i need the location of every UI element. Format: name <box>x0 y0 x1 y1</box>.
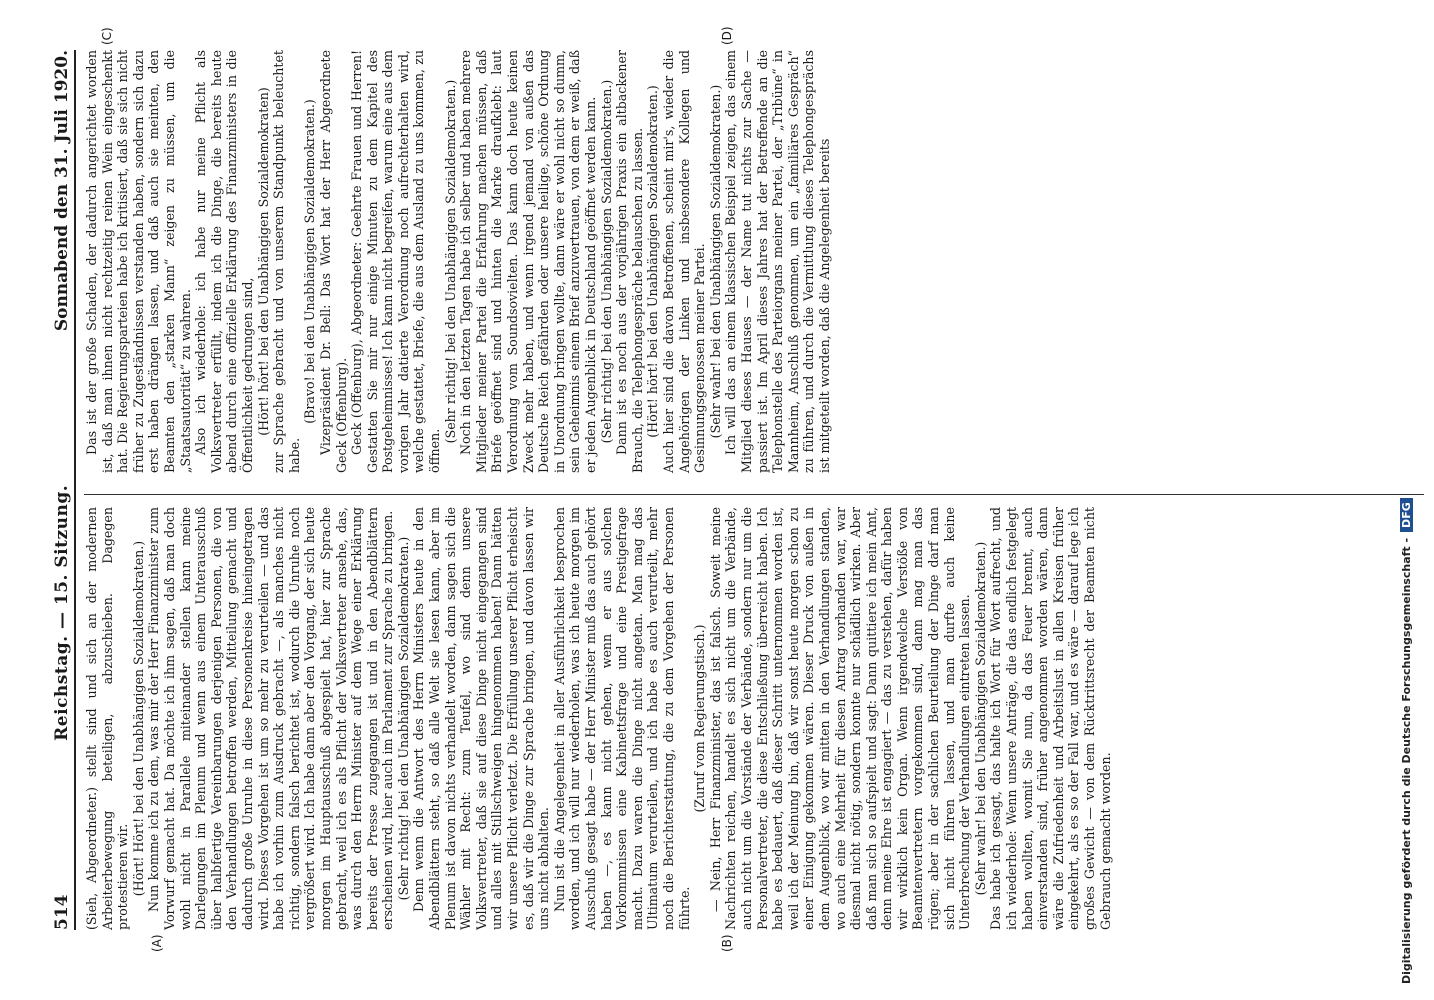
page-number: 514 <box>52 894 72 930</box>
interjection: (Hört! Hört! bei den Unabhängigen Sozialdemokraten.) <box>130 540 146 897</box>
interjection: (Bravo! bei den Unabhängigen Sozialdemokraten.) <box>302 99 318 424</box>
margin-mark-c: (C) <box>100 27 114 45</box>
paragraph: Also ich wiederhole: ich habe nur meine Pflicht als Volksvertreter erfüllt, indem ich die Dinge, die bereits heute abend durch eine offizielle Erklärung des Finanzministers in die Öffentlichkeit gedrungen sind, <box>193 50 255 473</box>
interjection: (Sehr wahr! bei den Unabhängigen Sozialdemokraten.) <box>707 84 723 439</box>
paragraph: Geck (Offenburg), Abgeordneter: Geehrte Frauen und Herren! Gestatten Sie mir nur einige Minuten zu dem Kapitel des Postgeheimnisses! Ich kann nicht begreifen, warum eine aus dem vorigen Jahr datierte Verordnung noch aufrechterhalten wird, welche gestattet, Briefe, die aus dem Ausland zu uns kommen, zu öffnen. <box>349 50 443 473</box>
paragraph: Nun komme ich zu dem, was mir der Herr Finanzminister zum Vorwurf gemacht hat. Da möchte ich ihm sagen, daß man doch wohl nicht in Parallele miteinander stellen kann meine Darlegungen im Plenum und wenn aus einem Unterausschuß über halbfertige Vereinbarungen derjenigen Personen, die von den Verhandlungen betroffen werden, Mitteilung gemacht und dadurch große Unruhe in diese Personenkreise hineingetragen wird. Dieses Vorgehen ist um so mehr zu verurteilen — und das habe ich vorhin zum Ausdruck gebracht —, als manches nicht richtig, sondern falsch berichtet ist, wodurch die Unruhe noch vergrößert wird. Ich habe dann aber den Vorgang, der sich heute morgen im Hauptausschuß abgespielt hat, hier zur Sprache gebracht, weil ich es als Pflicht der Volksvertreter ansehe, das, was durch den Herrn Minister auf dem Wege einer Erklärung bereits der Presse zugegangen ist und in den Abendblättern erscheinen wird, hier auch im Parlament zur Sprache zu bringen. <box>146 507 396 930</box>
interjection: (Hört! hört! bei den Unabhängigen Sozialdemokraten.) <box>645 85 661 438</box>
session-date: Sonnabend den 31. Juli 1920. <box>52 50 72 332</box>
margin-mark-b: (B) <box>720 934 734 952</box>
interjection: (Sehr richtig! bei den Unabhängigen Sozialdemokraten.) <box>442 79 458 444</box>
session-title: Reichstag. — 15. Sitzung. <box>52 484 72 741</box>
margin-mark-a: (A) <box>150 934 164 952</box>
paragraph: Ich will das an einem klassischen Beispiel zeigen, das einem Mitglied dieses Hauses — der Name tut nichts zur Sache — passiert ist. Im April dieses Jahres hat der Betreffende an die Telephonstelle des Parteiorgans meiner Partei, der „Tribüne“ in Mannheim, Anschluß genommen, um ein „familiäres Gespräch“ zu führen, und durch die Vermittlung dieses Telephongesprächs ist mitgeteilt worden, daß die Angelegenheit bereits <box>723 50 832 473</box>
credit-text: Digitalisierung gefördert durch die Deutsche Forschungsgemeinschaft - <box>1400 537 1413 984</box>
paragraph: (Sieh, Abgeordneter.) stellt sind und sich an der modernen Arbeiterbewegung beteiligen, abzuschieben. Dagegen protestieren wir. <box>84 507 131 930</box>
paragraph: Das habe ich gesagt, das halte ich Wort für Wort aufrecht, und ich wiederhole: Wenn unsere Anträge, die das endlich festgelegt haben wollten, womit Sie nun, da das Feuer brennt, auch einverstanden sind, früher angenommen worden wären, dann wäre die Zufriedenheit und Arbeitslust in allen Kreisen früher eingekehrt, als es so der Fall war, und es wäre — darauf lege ich großes Gewicht — von dem Rücktrittsrecht der Beamten nicht Gebrauch gemacht worden. <box>988 507 1113 930</box>
paragraph: Das ist der große Schaden, der dadurch angerichtet worden ist, daß man ihnen nicht rechtzeitig reinen Wein eingeschenkt hat. Die Regierungsparteien habe ich kritisiert, daß sie sich nicht früher zu Zugeständnissen verstanden haben, sondern sich dazu erst haben drängen lassen, und daß auch sie meinten, den Beamten den „starken Mann“ zeigen zu müssen, um die „Staatsautorität“ zu wahren. <box>84 50 193 473</box>
interjection: (Sehr richtig! bei den Unabhängigen Sozialdemokraten.) <box>598 79 614 444</box>
interjection: (Sehr richtig! bei den Unabhängigen Sozialdemokraten.) <box>395 536 411 901</box>
digitization-credit <box>1400 498 1413 984</box>
interjection: (Zuruf vom Regierungstisch.) <box>692 624 708 813</box>
page-header <box>50 50 76 930</box>
paragraph: zur Sprache gebracht und von unserem Standpunkt beleuchtet habe. <box>271 50 302 473</box>
interjection: (Hört! hört! bei den Unabhängigen Sozialdemokraten) <box>255 87 271 436</box>
paragraph: Noch in den letzten Tagen habe ich selber und haben mehrere Mitglieder meiner Partei die Erfahrung machen müssen, daß Briefe geöffnet sind und hinten die Marke draufklebt: laut Verordnung vom Soundsovielten. Das kann doch heute keinen Zweck mehr haben, und wenn irgend jemand von außen das Deutsche Reich gefährden oder unsere heilige, schöne Ordnung in Unordnung bringen wollte, dann wäre er wohl nicht so dumm, sein Geheimnis einem Brief anzuvertrauen, von dem er weiß, daß er jeden Augenblick in Deutschland geöffnet werden kann. <box>458 50 598 473</box>
paragraph: Nun ist die Angelegenheit in aller Ausführlichkeit besprochen worden, und ich will nur wiederholen, was ich heute morgen im Ausschuß gesagt habe — der Herr Minister muß das auch gehört haben —, es kann nicht gehen, wenn er aus solchen Vorkommnissen eine Kabinettsfrage und eine Prestigefrage macht. Dazu waren die Dinge nicht angetan. Man mag das Ultimatum verurteilen, und ich habe es auch verurteilt, mehr noch die Berichterstattung, die zu dem Vorgehen der Personen führte. <box>551 507 692 930</box>
dfg-logo: DFG <box>1400 498 1413 532</box>
interjection: (Sehr wahr! bei den Unabhängigen Sozialdemokraten.) <box>972 541 988 896</box>
text-column-left <box>84 507 1113 930</box>
paragraph: Auch hier sind die davon Betroffenen, scheint mir's, wieder die Angehörigen der Linken und insbesondere Kollegen und Gesinnungsgenossen meiner Partei. <box>660 50 708 473</box>
text-column-right <box>84 50 833 473</box>
column-divider <box>84 494 1424 495</box>
paragraph: — Nein, Herr Finanzminister, das ist falsch. Soweit meine Nachrichten reichen, handelt es sich nicht um die Verbände, auch nicht um die Vorstände der Verbände, sondern nur um die Personalvertreter, die diese Entschließung überreicht haben. Ich habe es bedauert, daß dieser Schritt unternommen worden ist, weil ich der Meinung bin, daß wir sonst heute morgen schon zu einer Einigung gekommen wären. Dieser Druck von außen in dem Augenblick, wo wir mitten in den Verhandlungen standen, wo auch eine Mehrheit für diesen Antrag vorhanden war, war diesmal nicht nötig, sondern konnte nur schädlich wirken. Aber daß man sich so aufspielt und sagt: Dann quittiere ich mein Amt, denn meine Ehre ist engagiert — das zu verstehen, dafür haben wir wirklich kein Organ. Wenn irgendwelche Verstöße von Beamtenvertretern vorgekommen sind, dann mag man das rügen; aber in der sachlichen Beurteilung der Dinge darf man sich nicht führen lassen, und man durfte auch keine Unterbrechung der Verhandlungen eintreten lassen. <box>707 507 973 930</box>
margin-mark-d: (D) <box>720 26 734 45</box>
paragraph: Vizepräsident Dr. Bell: Das Wort hat der Herr Abgeordnete Geck (Offenburg). <box>317 50 349 473</box>
paragraph: Denn wenn die Antwort des Herrn Ministers heute in den Abendblättern steht, so daß alle Welt sie lesen kann, aber im Plenum ist davon nichts verhandelt worden, dann sagen sich die Wähler mit Recht: zum Teufel, wo sind denn unsere Volksvertreter, daß sie auf diese Dinge nicht eingegangen sind und alles mit Stillschweigen hingenommen haben! Dann hätten wir unsere Pflicht verletzt. Die Erfüllung unserer Pflicht erheischt es, daß wir die Dinge zur Sprache bringen, und davon lassen wir uns nicht abhalten. <box>411 507 552 930</box>
paragraph: Dann ist es noch aus der vorjährigen Praxis ein altbackener Brauch, die Telephongespräche belauschen zu lassen. <box>614 50 645 473</box>
